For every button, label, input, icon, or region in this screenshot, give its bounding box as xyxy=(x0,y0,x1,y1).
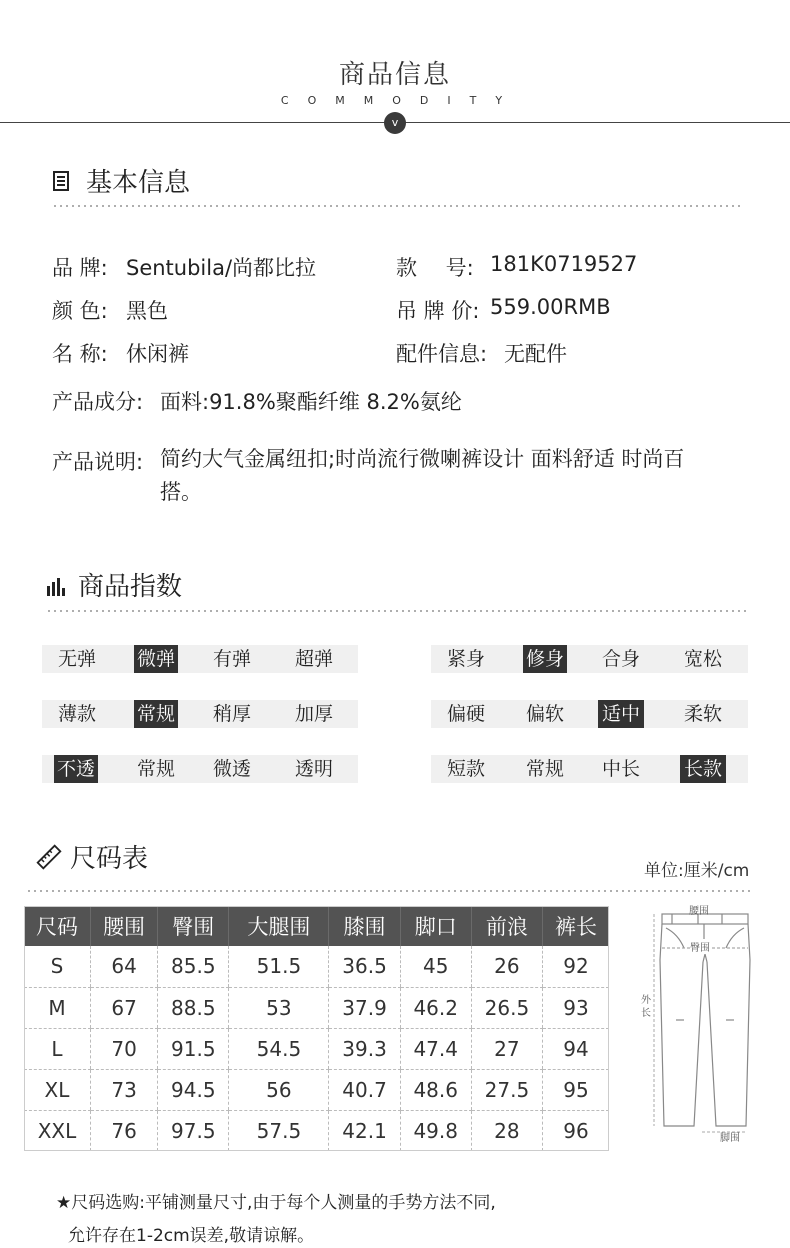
section-title-size: 尺码表 xyxy=(70,844,149,874)
size-table xyxy=(24,906,609,1151)
column-header: 大腿围 xyxy=(229,906,329,946)
column-header: 裤长 xyxy=(543,906,610,946)
size-table-header xyxy=(24,906,609,946)
index-option: 常规 xyxy=(525,758,564,780)
table-cell: 47.4 xyxy=(400,1028,471,1069)
index-row-fit xyxy=(431,645,748,673)
index-option: 稍厚 xyxy=(212,703,251,725)
index-option: 中长 xyxy=(601,758,640,780)
style-number-label: 款 号: xyxy=(396,256,474,280)
dotted-divider xyxy=(46,610,748,612)
table-cell: 28 xyxy=(471,1110,542,1151)
table-cell: 85.5 xyxy=(158,946,229,987)
index-option: 加厚 xyxy=(294,703,333,725)
index-option-selected: 微弹 xyxy=(134,645,178,673)
table-cell: 92 xyxy=(543,946,610,987)
column-header: 膝围 xyxy=(329,906,400,946)
table-cell: 51.5 xyxy=(229,946,329,987)
table-cell: 64 xyxy=(90,946,157,987)
table-cell: 37.9 xyxy=(329,987,400,1028)
color-label: 颜 色: xyxy=(52,299,108,323)
column-header: 尺码 xyxy=(24,906,90,946)
table-cell: 27.5 xyxy=(471,1069,542,1110)
index-option: 超弹 xyxy=(294,648,333,670)
index-option: 偏软 xyxy=(525,703,564,725)
brand-label: 品 牌: xyxy=(52,256,108,280)
diagram-label-outer-length: 外长 xyxy=(641,995,651,1019)
table-cell: 95 xyxy=(543,1069,610,1110)
table-cell: 36.5 xyxy=(329,946,400,987)
column-header: 臀围 xyxy=(158,906,229,946)
column-header: 脚口 xyxy=(400,906,471,946)
page-subtitle: COMMODITY xyxy=(280,94,522,107)
table-row xyxy=(24,1028,609,1069)
index-option: 有弹 xyxy=(212,648,251,670)
section-title-basic: 基本信息 xyxy=(86,168,191,198)
table-cell: 94 xyxy=(543,1028,610,1069)
column-header: 前浪 xyxy=(471,906,542,946)
table-cell: M xyxy=(24,987,90,1028)
brand-value: Sentubila/尚都比拉 xyxy=(126,256,317,280)
table-cell: 93 xyxy=(543,987,610,1028)
dotted-divider xyxy=(52,205,742,207)
table-row xyxy=(24,987,609,1028)
table-cell: 49.8 xyxy=(400,1110,471,1151)
unit-label: 单位:厘米/cm xyxy=(644,861,750,881)
description-label: 产品说明: xyxy=(52,450,144,474)
index-option-selected: 修身 xyxy=(523,645,567,673)
diagram-label-hip: 臀围 xyxy=(690,939,710,954)
table-cell: 54.5 xyxy=(229,1028,329,1069)
table-cell: 26.5 xyxy=(471,987,542,1028)
bar-chart-icon xyxy=(46,578,66,596)
table-cell: 76 xyxy=(90,1110,157,1151)
table-cell: 67 xyxy=(90,987,157,1028)
size-note-line-1: ★尺码选购:平铺测量尺寸,由于每个人测量的手势方法不同, xyxy=(56,1193,496,1213)
document-icon xyxy=(52,170,72,192)
index-option: 透明 xyxy=(294,758,333,780)
index-option: 短款 xyxy=(446,758,485,780)
table-cell: 45 xyxy=(400,946,471,987)
diagram-label-hem: 脚围 xyxy=(720,1133,740,1144)
table-cell: S xyxy=(24,946,90,987)
table-cell: L xyxy=(24,1028,90,1069)
index-row-transparency xyxy=(42,755,358,783)
diagram-label-waist: 腰围 xyxy=(689,906,709,917)
index-option-selected: 适中 xyxy=(598,700,644,728)
style-number-value: 181K0719527 xyxy=(490,252,638,276)
index-row-length xyxy=(431,755,748,783)
table-cell: 48.6 xyxy=(400,1069,471,1110)
product-name-label: 名 称: xyxy=(52,342,108,366)
table-row xyxy=(24,1110,609,1151)
table-cell: 88.5 xyxy=(158,987,229,1028)
column-header: 腰围 xyxy=(90,906,157,946)
description-value: 简约大气金属纽扣;时尚流行微喇裤设计 面料舒适 时尚百搭。 xyxy=(160,447,685,504)
tag-price-value: 559.00RMB xyxy=(490,295,611,319)
table-cell: 53 xyxy=(229,987,329,1028)
table-cell: XXL xyxy=(37,1118,77,1143)
table-cell: 57.5 xyxy=(229,1110,329,1151)
table-cell: 40.7 xyxy=(329,1069,400,1110)
color-value: 黑色 xyxy=(126,299,168,323)
index-option: 常规 xyxy=(136,758,175,780)
accessories-label: 配件信息: xyxy=(396,342,488,366)
chevron-down-icon: v xyxy=(384,112,406,134)
composition-value: 面料:91.8%聚酯纤维 8.2%氨纶 xyxy=(160,390,462,414)
table-cell: 56 xyxy=(229,1069,329,1110)
index-option: 薄款 xyxy=(57,703,96,725)
index-row-softness xyxy=(431,700,748,728)
table-cell: 91.5 xyxy=(158,1028,229,1069)
table-cell: 94.5 xyxy=(158,1069,229,1110)
table-cell: 39.3 xyxy=(329,1028,400,1069)
accessories-value: 无配件 xyxy=(504,342,567,366)
index-option-selected: 常规 xyxy=(134,700,178,728)
index-option: 合身 xyxy=(601,648,640,670)
index-option: 偏硬 xyxy=(446,703,485,725)
tag-price-label: 吊 牌 价: xyxy=(396,299,480,323)
table-cell: 96 xyxy=(543,1110,610,1151)
table-cell: 46.2 xyxy=(400,987,471,1028)
index-row-elasticity xyxy=(42,645,358,673)
index-option: 紧身 xyxy=(446,648,485,670)
dotted-divider xyxy=(26,890,754,892)
table-cell: 26 xyxy=(471,946,542,987)
section-title-index: 商品指数 xyxy=(78,572,183,602)
table-cell: 70 xyxy=(90,1028,157,1069)
size-note-line-2: 允许存在1-2cm误差,敬请谅解。 xyxy=(68,1226,315,1246)
table-cell: 73 xyxy=(90,1069,157,1110)
index-option: 柔软 xyxy=(683,703,722,725)
index-option: 宽松 xyxy=(683,648,722,670)
composition-label: 产品成分: xyxy=(52,390,144,414)
page-title: 商品信息 xyxy=(338,60,451,90)
product-name-value: 休闲裤 xyxy=(126,342,189,366)
index-row-thickness xyxy=(42,700,358,728)
table-row xyxy=(24,1069,609,1110)
table-cell: XL xyxy=(24,1069,90,1110)
index-option: 无弹 xyxy=(57,648,96,670)
ruler-icon xyxy=(36,844,62,870)
index-option: 微透 xyxy=(212,758,251,780)
index-option-selected: 长款 xyxy=(680,755,726,783)
table-cell: 27 xyxy=(471,1028,542,1069)
pants-diagram xyxy=(636,900,754,1146)
index-option-selected: 不透 xyxy=(54,755,98,783)
table-cell: 42.1 xyxy=(329,1110,400,1151)
table-cell: 97.5 xyxy=(158,1110,229,1151)
table-row xyxy=(24,946,609,987)
